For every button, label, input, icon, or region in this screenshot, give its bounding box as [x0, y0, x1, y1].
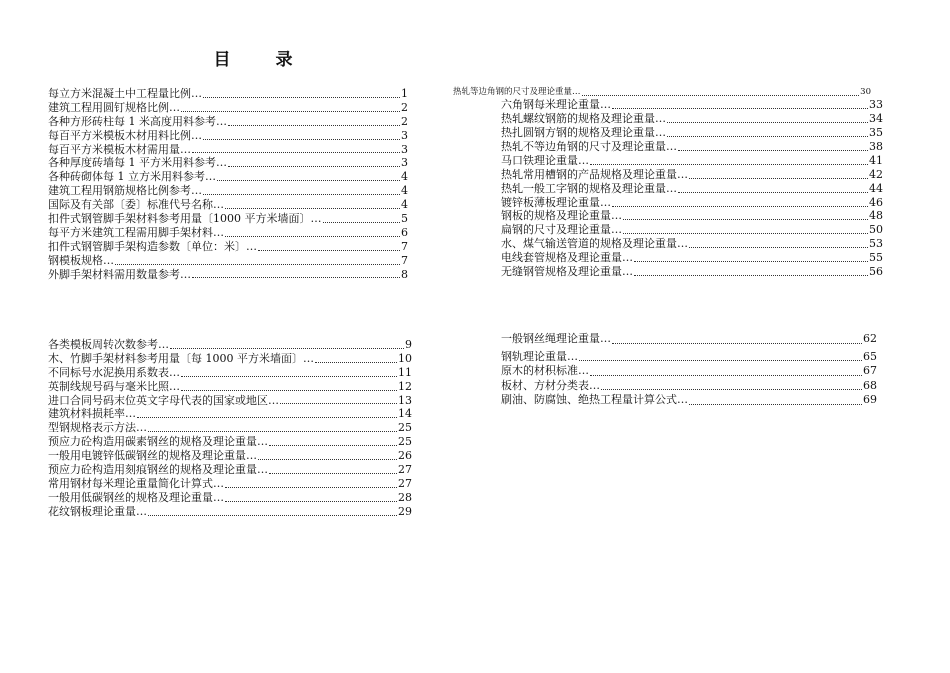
- toc-entry-title: 进口合同号码末位英文字母代表的国家或地区…: [48, 393, 279, 407]
- toc-entry-page: 13: [398, 393, 412, 407]
- toc-leader-dots: [225, 208, 400, 209]
- toc-entry-title: 常用钢材每米理论重量简化计算式…: [48, 476, 224, 490]
- toc-entry-page: 33: [869, 97, 883, 111]
- toc-entry-title: 建筑材料损耗率…: [48, 407, 136, 421]
- toc-leader-dots: [148, 431, 397, 432]
- toc-leader-dots: [590, 375, 862, 376]
- toc-entry-title: 热轧等边角钢的尺寸及理论重量…: [453, 87, 581, 97]
- toc-leader-dots: [258, 250, 400, 251]
- toc-leader-dots: [315, 362, 397, 363]
- toc-entry-page: 53: [869, 237, 883, 251]
- toc-leader-dots: [203, 97, 400, 98]
- toc-entry-title: 不同标号水泥换用系数表…: [48, 365, 180, 379]
- toc-entry-page: 28: [398, 490, 412, 504]
- toc-block-right-header: [453, 87, 871, 98]
- toc-entry[interactable]: [501, 168, 883, 182]
- toc-entry[interactable]: [48, 352, 412, 366]
- toc-entry-title: 马口铁理论重量…: [501, 153, 589, 167]
- toc-title: 目 录: [213, 50, 307, 70]
- toc-entry-title: 每立方米混凝土中工程量比例…: [48, 86, 202, 100]
- toc-entry[interactable]: [48, 477, 412, 491]
- toc-leader-dots: [181, 390, 397, 391]
- toc-entry[interactable]: [501, 140, 883, 154]
- toc-entry[interactable]: [501, 98, 883, 112]
- toc-entry-page: 69: [863, 393, 877, 406]
- toc-entry-page: 27: [398, 476, 412, 490]
- toc-entry[interactable]: [48, 115, 408, 129]
- toc-entry[interactable]: [48, 435, 412, 449]
- toc-entry-page: 12: [398, 379, 412, 393]
- toc-entry-page: 41: [869, 153, 883, 167]
- toc-leader-dots: [579, 360, 862, 361]
- toc-entry-page: 2: [401, 114, 408, 128]
- toc-entry[interactable]: [48, 463, 412, 477]
- toc-entry[interactable]: [501, 126, 883, 140]
- toc-leader-dots: [634, 275, 868, 276]
- toc-leader-dots: [689, 178, 868, 179]
- toc-entry-page: 27: [398, 463, 412, 476]
- toc-entry-page: 9: [405, 337, 412, 351]
- toc-entry[interactable]: [48, 407, 412, 421]
- toc-entry[interactable]: [48, 366, 412, 380]
- toc-leader-dots: [601, 389, 862, 390]
- toc-entry[interactable]: [48, 380, 412, 394]
- toc-entry-page: 7: [401, 239, 408, 253]
- toc-entry-title: 热扎圆钢方钢的规格及理论重量…: [501, 125, 666, 139]
- toc-entry-page: 68: [863, 378, 877, 392]
- toc-leader-dots: [203, 194, 400, 195]
- toc-entry-title: 镀锌板薄板理论重量…: [501, 195, 611, 209]
- toc-entry-title: 热轧常用槽钢的产品规格及理论重量…: [501, 167, 688, 181]
- toc-entry-page: 48: [869, 209, 883, 223]
- toc-leader-dots: [612, 108, 868, 109]
- toc-entry-title: 每平方米建筑工程需用脚手架材料…: [48, 225, 224, 239]
- toc-entry-title: 扣件式钢管脚手架构造参数〔单位：米〕…: [48, 239, 257, 253]
- toc-entry[interactable]: [48, 421, 412, 435]
- toc-entry[interactable]: [501, 332, 877, 347]
- toc-entry-title: 无缝钢管规格及理论重量…: [501, 265, 633, 279]
- toc-entry-page: 25: [398, 421, 412, 435]
- toc-entry-page: 25: [398, 435, 412, 449]
- toc-entry-title: 各种方形砖柱每 1 米高度用料参考…: [48, 114, 227, 128]
- toc-leader-dots: [258, 459, 397, 460]
- toc-entry-page: 5: [401, 212, 408, 225]
- toc-entry-page: 65: [863, 349, 877, 363]
- toc-leader-dots: [203, 139, 400, 140]
- toc-entry-title: 扣件式钢管脚手架材料参考用量〔1000 平方米墙面〕…: [48, 212, 322, 225]
- toc-entry-page: 34: [869, 111, 883, 125]
- toc-entry-title: 建筑工程用钢筋规格比例参考…: [48, 184, 202, 198]
- toc-leader-dots: [634, 261, 868, 262]
- toc-entry-title: 英制线规号码与毫米比照…: [48, 379, 180, 393]
- toc-entry-title: 建筑工程用圆钉规格比例…: [48, 100, 180, 114]
- toc-entry[interactable]: [48, 268, 408, 282]
- toc-leader-dots: [115, 264, 400, 265]
- toc-entry-title: 预应力砼构造用刻痕钢丝的规格及理论重量…: [48, 463, 268, 476]
- toc-entry-page: 10: [398, 351, 412, 365]
- toc-leader-dots: [269, 445, 397, 446]
- toc-entry-title: 热轧不等边角钢的尺寸及理论重量…: [501, 139, 677, 153]
- toc-entry-page: 26: [398, 449, 412, 463]
- toc-entry[interactable]: [501, 112, 883, 126]
- toc-entry-page: 42: [869, 167, 883, 181]
- toc-entry-page: 38: [869, 139, 883, 153]
- toc-entry-page: 67: [863, 364, 877, 377]
- toc-block-right-bottom: [501, 332, 877, 408]
- toc-leader-dots: [228, 166, 400, 167]
- toc-leader-dots: [192, 152, 400, 153]
- toc-entry-title: 原木的材积标准…: [501, 364, 589, 377]
- toc-leader-dots: [323, 222, 401, 223]
- toc-entry-title: 一般钢丝绳理论重量…: [501, 332, 611, 345]
- toc-entry-title: 各类模板周转次数参考…: [48, 337, 169, 351]
- toc-entry[interactable]: [48, 338, 412, 352]
- toc-entry[interactable]: [48, 101, 408, 115]
- toc-leader-dots: [269, 473, 397, 474]
- toc-entry[interactable]: [48, 143, 408, 157]
- toc-leader-dots: [612, 206, 868, 207]
- toc-entry-page: 4: [401, 170, 408, 184]
- toc-leader-dots: [181, 376, 397, 377]
- toc-leader-dots: [678, 192, 868, 193]
- toc-entry-page: 3: [401, 156, 408, 170]
- toc-entry[interactable]: [501, 364, 877, 379]
- toc-entry[interactable]: [501, 265, 883, 279]
- toc-entry-title: 各种厚度砖墙每 1 平方米用料参考…: [48, 156, 227, 170]
- toc-entry-page: 7: [401, 253, 408, 267]
- toc-entry-title: 一般用电镀锌低碳钢丝的规格及理论重量…: [48, 449, 257, 463]
- toc-entry-title: 国际及有关部〔委〕标准代号名称…: [48, 198, 224, 212]
- toc-entry[interactable]: [48, 156, 408, 170]
- toc-entry-title: 扁钢的尺寸及理论重量…: [501, 223, 622, 237]
- toc-entry-title: 预应力砼构造用碳素钢丝的规格及理论重量…: [48, 435, 268, 449]
- toc-block-left-top: [48, 87, 408, 281]
- toc-entry[interactable]: [501, 196, 883, 210]
- toc-leader-dots: [148, 515, 397, 516]
- toc-entry[interactable]: [501, 350, 877, 365]
- toc-entry-page: 6: [401, 225, 408, 239]
- toc-entry-page: 1: [401, 86, 408, 100]
- toc-entry[interactable]: [501, 251, 883, 265]
- toc-leader-dots: [678, 150, 868, 151]
- toc-leader-dots: [623, 219, 868, 220]
- toc-entry-page: 14: [398, 407, 412, 421]
- toc-entry-title: 各种砖砌体每 1 立方米用料参考…: [48, 170, 216, 184]
- toc-entry-page: 3: [401, 142, 408, 156]
- toc-entry-title: 钢轨理论重量…: [501, 349, 578, 363]
- toc-entry-title: 钢模板规格…: [48, 253, 114, 267]
- toc-leader-dots: [181, 111, 400, 112]
- toc-entry-page: 62: [863, 332, 877, 345]
- toc-leader-dots: [612, 343, 862, 344]
- toc-entry[interactable]: [501, 223, 883, 237]
- toc-leader-dots: [170, 348, 404, 349]
- toc-entry-page: 56: [869, 265, 883, 279]
- toc-entry-page: 30: [860, 87, 871, 97]
- toc-leader-dots: [590, 164, 868, 165]
- toc-entry[interactable]: [501, 379, 877, 394]
- toc-entry[interactable]: [48, 394, 412, 408]
- toc-entry-page: 50: [869, 223, 883, 237]
- toc-entry-title: 六角钢每米理论重量…: [501, 97, 611, 111]
- toc-entry-page: 4: [401, 198, 408, 212]
- toc-leader-dots: [192, 277, 400, 278]
- toc-entry-page: 44: [869, 181, 883, 195]
- toc-entry-title: 电线套管规格及理论重量…: [501, 251, 633, 265]
- toc-entry[interactable]: [48, 170, 408, 184]
- toc-entry-title: 外脚手架材料需用数量参考…: [48, 267, 191, 281]
- toc-leader-dots: [582, 95, 860, 96]
- toc-leader-dots: [667, 122, 868, 123]
- toc-entry-title: 型钢规格表示方法…: [48, 421, 147, 435]
- toc-leader-dots: [217, 180, 400, 181]
- toc-entry-page: 2: [401, 100, 408, 114]
- toc-leader-dots: [225, 236, 400, 237]
- toc-entry[interactable]: [48, 212, 408, 226]
- toc-entry-page: 46: [869, 195, 883, 209]
- toc-entry[interactable]: [48, 254, 408, 268]
- toc-leader-dots: [225, 487, 397, 488]
- toc-entry-page: 11: [398, 365, 412, 379]
- toc-entry-page: 29: [398, 504, 412, 518]
- toc-entry[interactable]: [48, 87, 408, 101]
- toc-entry[interactable]: [501, 154, 883, 168]
- toc-leader-dots: [225, 501, 397, 502]
- toc-entry-title: 热轧一般工字钢的规格及理论重量…: [501, 181, 677, 195]
- toc-entry-title: 钢板的规格及理论重量…: [501, 209, 622, 223]
- toc-entry[interactable]: [48, 129, 408, 143]
- toc-entry[interactable]: [48, 198, 408, 212]
- toc-leader-dots: [623, 233, 868, 234]
- toc-entry-page: 35: [869, 125, 883, 139]
- toc-entry[interactable]: [48, 226, 408, 240]
- toc-entry-title: 木、竹脚手架材料参考用量〔每 1000 平方米墙面〕…: [48, 351, 314, 365]
- toc-block-left-bottom: [48, 338, 412, 519]
- toc-entry[interactable]: [48, 491, 412, 505]
- toc-entry[interactable]: [501, 237, 883, 251]
- toc-leader-dots: [137, 417, 397, 418]
- toc-entry-page: 55: [869, 251, 883, 265]
- toc-entry-page: 8: [401, 267, 408, 281]
- toc-entry-title: 水、煤气输送管道的规格及理论重量…: [501, 237, 688, 251]
- toc-entry[interactable]: [501, 182, 883, 196]
- toc-entry-page: 3: [401, 128, 408, 142]
- toc-entry[interactable]: [48, 505, 412, 519]
- toc-entry-title: 一般用低碳钢丝的规格及理论重量…: [48, 490, 224, 504]
- toc-entry[interactable]: [453, 87, 871, 98]
- toc-entry-page: 4: [401, 184, 408, 198]
- toc-entry[interactable]: [501, 210, 883, 224]
- toc-block-right-top: [501, 98, 883, 279]
- toc-leader-dots: [689, 247, 868, 248]
- toc-entry[interactable]: [48, 449, 412, 463]
- toc-leader-dots: [280, 403, 397, 404]
- toc-entry[interactable]: [501, 393, 877, 408]
- toc-leader-dots: [689, 404, 862, 405]
- toc-entry-title: 热轧螺纹钢筋的规格及理论重量…: [501, 111, 666, 125]
- toc-entry-title: 每百平方米模板木材需用量…: [48, 142, 191, 156]
- toc-entry-title: 板材、方材分类表…: [501, 378, 600, 392]
- toc-entry[interactable]: [48, 240, 408, 254]
- toc-entry-title: 刷油、防腐蚀、绝热工程量计算公式…: [501, 393, 688, 406]
- toc-leader-dots: [667, 136, 868, 137]
- toc-entry-title: 每百平方米模板木材用料比例…: [48, 128, 202, 142]
- toc-leader-dots: [228, 125, 400, 126]
- toc-entry-title: 花纹钢板理论重量…: [48, 504, 147, 518]
- toc-entry[interactable]: [48, 184, 408, 198]
